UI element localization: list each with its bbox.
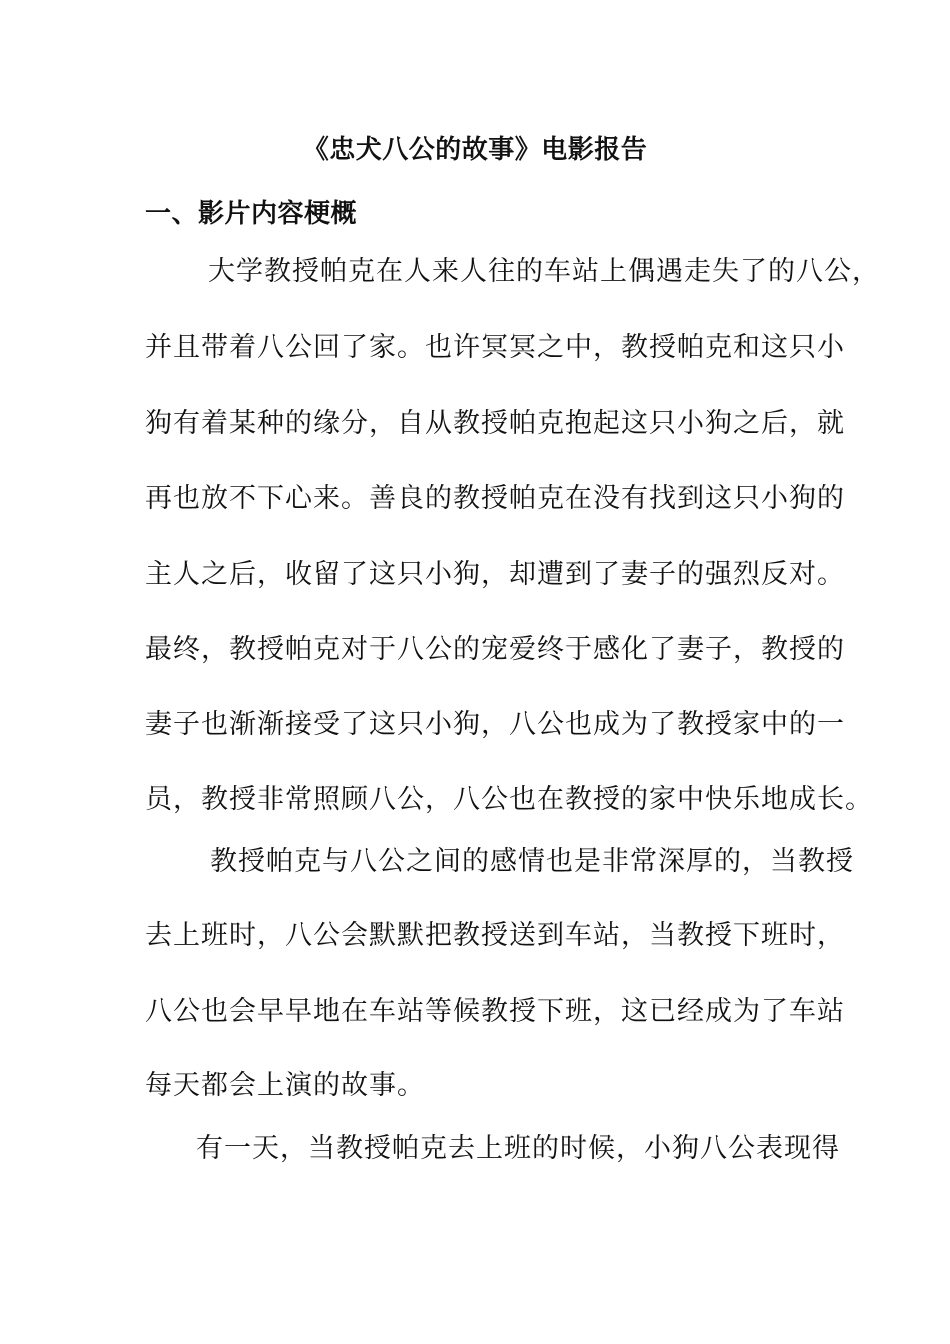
section-heading: 一、影片内容梗概	[145, 199, 358, 229]
paragraph-line: 再也放不下心来。善良的教授帕克在没有找到这只小狗的	[145, 483, 845, 514]
paragraph-line: 最终，教授帕克对于八公的宠爱终于感化了妻子，教授的	[145, 634, 845, 665]
paragraph-line: 狗有着某种的缘分，自从教授帕克抱起这只小狗之后，就	[145, 408, 845, 439]
paragraph-line: 大学教授帕克在人来人往的车站上偶遇走失了的八公，	[208, 256, 880, 287]
paragraph-line: 教授帕克与八公之间的感情也是非常深厚的，当教授	[210, 846, 854, 877]
paragraph-line: 主人之后，收留了这只小狗，却遭到了妻子的强烈反对。	[145, 559, 845, 590]
paragraph-line: 妻子也渐渐接受了这只小狗，八公也成为了教授家中的一	[145, 709, 845, 740]
paragraph-line: 员，教授非常照顾八公，八公也在教授的家中快乐地成长。	[145, 784, 873, 815]
paragraph-line: 有一天，当教授帕克去上班的时候，小狗八公表现得	[196, 1133, 840, 1164]
document-title: 《忠犬八公的故事》电影报告	[302, 135, 648, 165]
paragraph-line: 八公也会早早地在车站等候教授下班，这已经成为了车站	[145, 996, 845, 1027]
paragraph-line: 每天都会上演的故事。	[145, 1070, 425, 1101]
paragraph-line: 去上班时，八公会默默把教授送到车站，当教授下班时，	[145, 920, 845, 951]
paragraph-line: 并且带着八公回了家。也许冥冥之中，教授帕克和这只小	[145, 332, 845, 363]
